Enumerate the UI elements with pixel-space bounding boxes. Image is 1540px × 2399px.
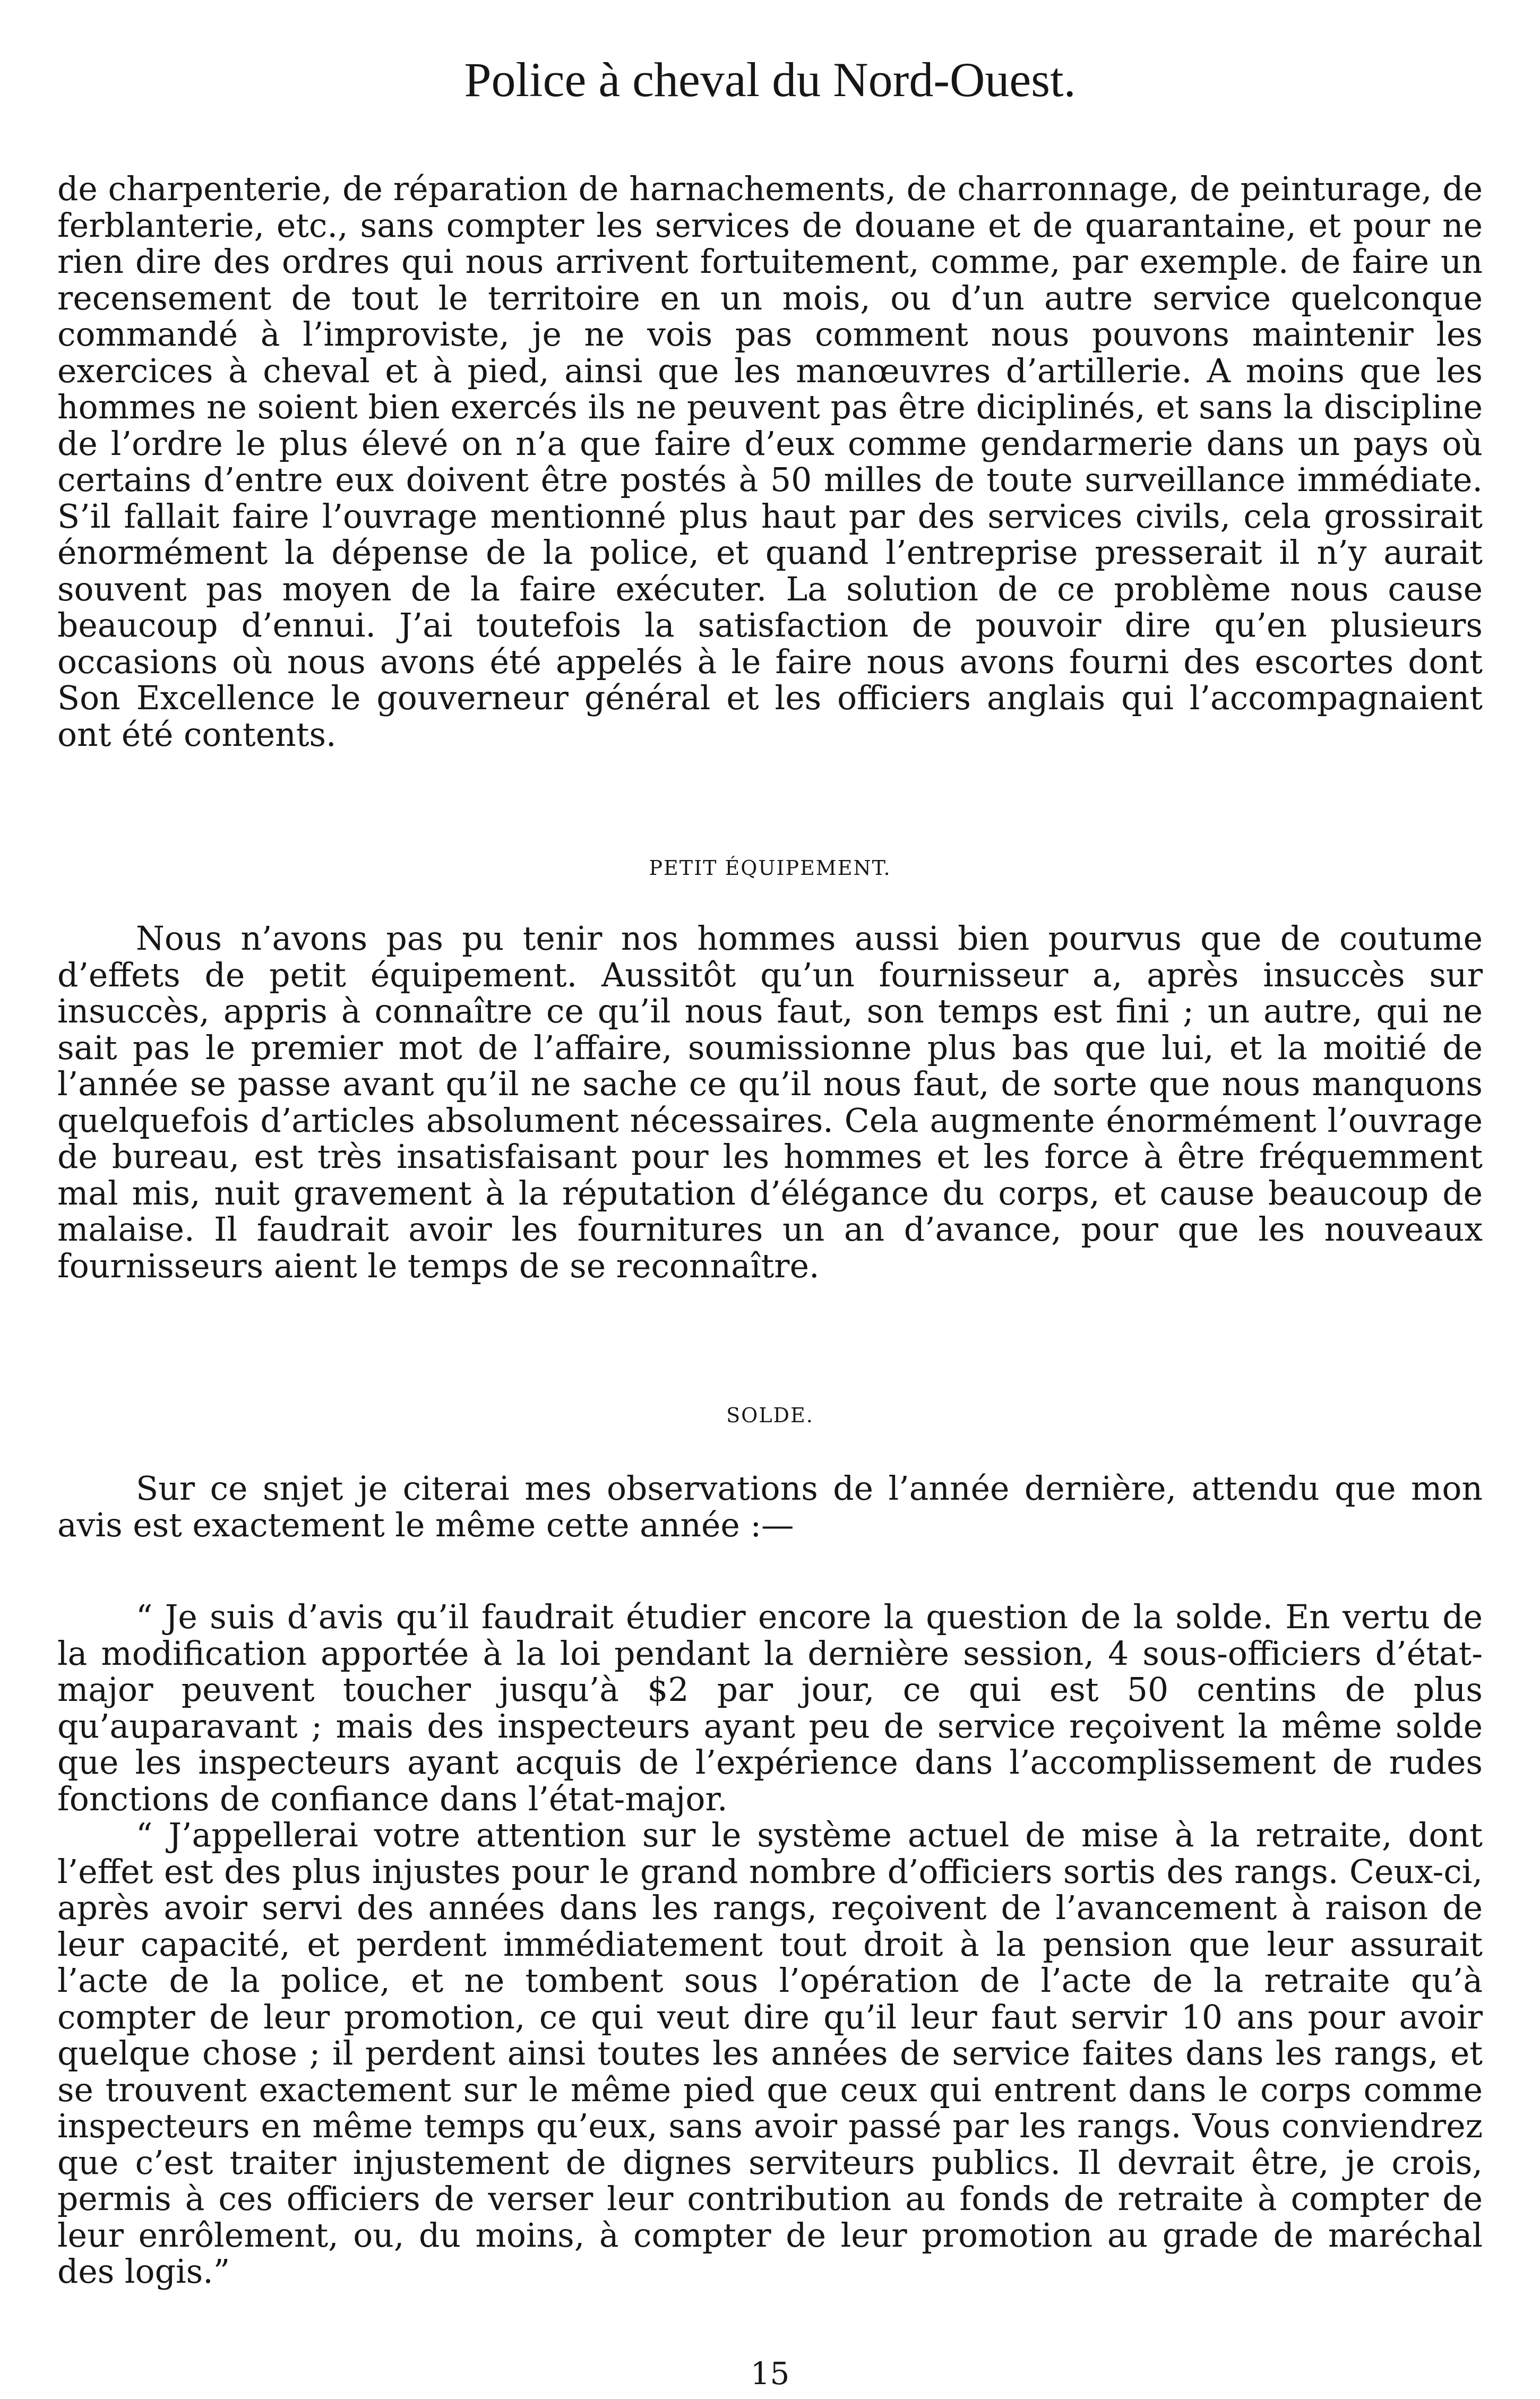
running-title: Police à cheval du Nord-Ouest. xyxy=(464,53,1076,107)
quote-paragraph-retraite: “ J’appellerai votre attention sur le système actuel de mise à la retraite, dont l’effet est des plus injustes pour le grand nombre d’officiers sortis des rangs. Ceux-ci, après avoir servi des années dans les rangs, reçoivent de l’avancement à raison de leur capacité, et perdent immédiatement tout droit à la pension que leur assurait l’acte de la police, et ne tombent sous l’opération de l’acte de la retraite qu’à compter de leur promotion, ce qui veut dire qu’il leur faut servir 10 ans pour avoir quelque chose ; il perdent ainsi toutes les années de service faites dans les rangs, et se trouvent exactement sur le même pied que ceux qui entrent dans le corps comme inspecteurs en même temps qu’eux, sans avoir passé par les rangs. Vous conviendrez que c’est traiter injustement de dignes serviteurs publics. Il devrait être, je crois, permis à ces officiers de verser leur contribution au fonds de retraite à compter de leur enrôlement, ou, du moins, à compter de leur promotion au grade de maréchal des logis.” xyxy=(57,1816,1483,2291)
petit-equipement-paragraph: Nous n’avons pas pu tenir nos hommes aussi bien pourvus que de coutume d’effets de petit équipement. Aussitôt qu’un fournisseur a, après insuccès sur insuccès, appris à connaître ce qu’il nous faut, son temps est fini ; un autre, qui ne sait pas le premier mot de l’affaire, soumissionne plus bas que lui, et la moitié de l’année se passe avant qu’il ne sache ce qu’il nous faut, de sorte que nous manquons quelquefois d’articles absolument nécessaires. Cela augmente énormément l’ouvrage de bureau, est très insatisfaisant pour les hommes et les force à être fréquemment mal mis, nuit gravement à la réputation d’élégance du corps, et cause beaucoup de malaise. Il faudrait avoir les fournitures un an d’avance, pour que les nouveaux fournisseurs aient le temps de se reconnaître. xyxy=(57,919,1483,1285)
solde-intro-paragraph: Sur ce snjet je citerai mes observations de l’année dernière, attendu que mon avis est exactement le même cette année :— xyxy=(57,1469,1483,1544)
section-heading-solde: SOLDE. xyxy=(726,1404,814,1427)
section-heading-petit-equipement: PETIT ÉQUIPEMENT. xyxy=(649,856,891,880)
continuation-paragraph: de charpenterie, de réparation de harnachements, de charronnage, de peinturage, de ferblanterie, etc., sans compter les services de douane et de quarantaine, et pour ne rien dire des ordres qui nous arrivent fortuitement, comme, par exemple. de faire un recensement de tout le territoire en un mois, ou d’un autre service quelconque commandé à l’improviste, je ne vois pas comment nous pouvons maintenir les exercices à cheval et à pied, ainsi que les manœuvres d’artillerie. A moins que les hommes ne soient bien exercés ils ne peuvent pas être diciplinés, et sans la discipline de l’ordre le plus élevé on n’a que faire d’eux comme gendarmerie dans un pays où certains d’entre eux doivent être postés à 50 milles de toute surveillance immédiate. S’il fallait faire l’ouvrage mentionné plus haut par des services civils, cela grossirait énormément la dépense de la police, et quand l’entreprise presserait il n’y aurait souvent pas moyen de la faire exécuter. La solution de ce problème nous cause beaucoup d’ennui. J’ai toutefois la satisfaction de pouvoir dire qu’en plusieurs occasions où nous avons été appelés à le faire nous avons fourni des escortes dont Son Excellence le gouverneur général et les officiers anglais qui l’accompagnaient ont été contents. xyxy=(57,170,1483,754)
quoted-observations xyxy=(57,1599,1483,2290)
quote-paragraph-solde: “ Je suis d’avis qu’il faudrait étudier encore la question de la solde. En vertu de la modification apportée à la loi pendant la dernière session, 4 sous-officiers d’état-major peuvent toucher jusqu’à $2 par jour, ce qui est 50 centins de plus qu’auparavant ; mais des inspecteurs ayant peu de service reçoivent la même solde que les inspecteurs ayant acquis de l’expérience dans l’accomplissement de rudes fonctions de confiance dans l’état-major. xyxy=(57,1598,1483,1818)
page-number: 15 xyxy=(750,2355,790,2392)
